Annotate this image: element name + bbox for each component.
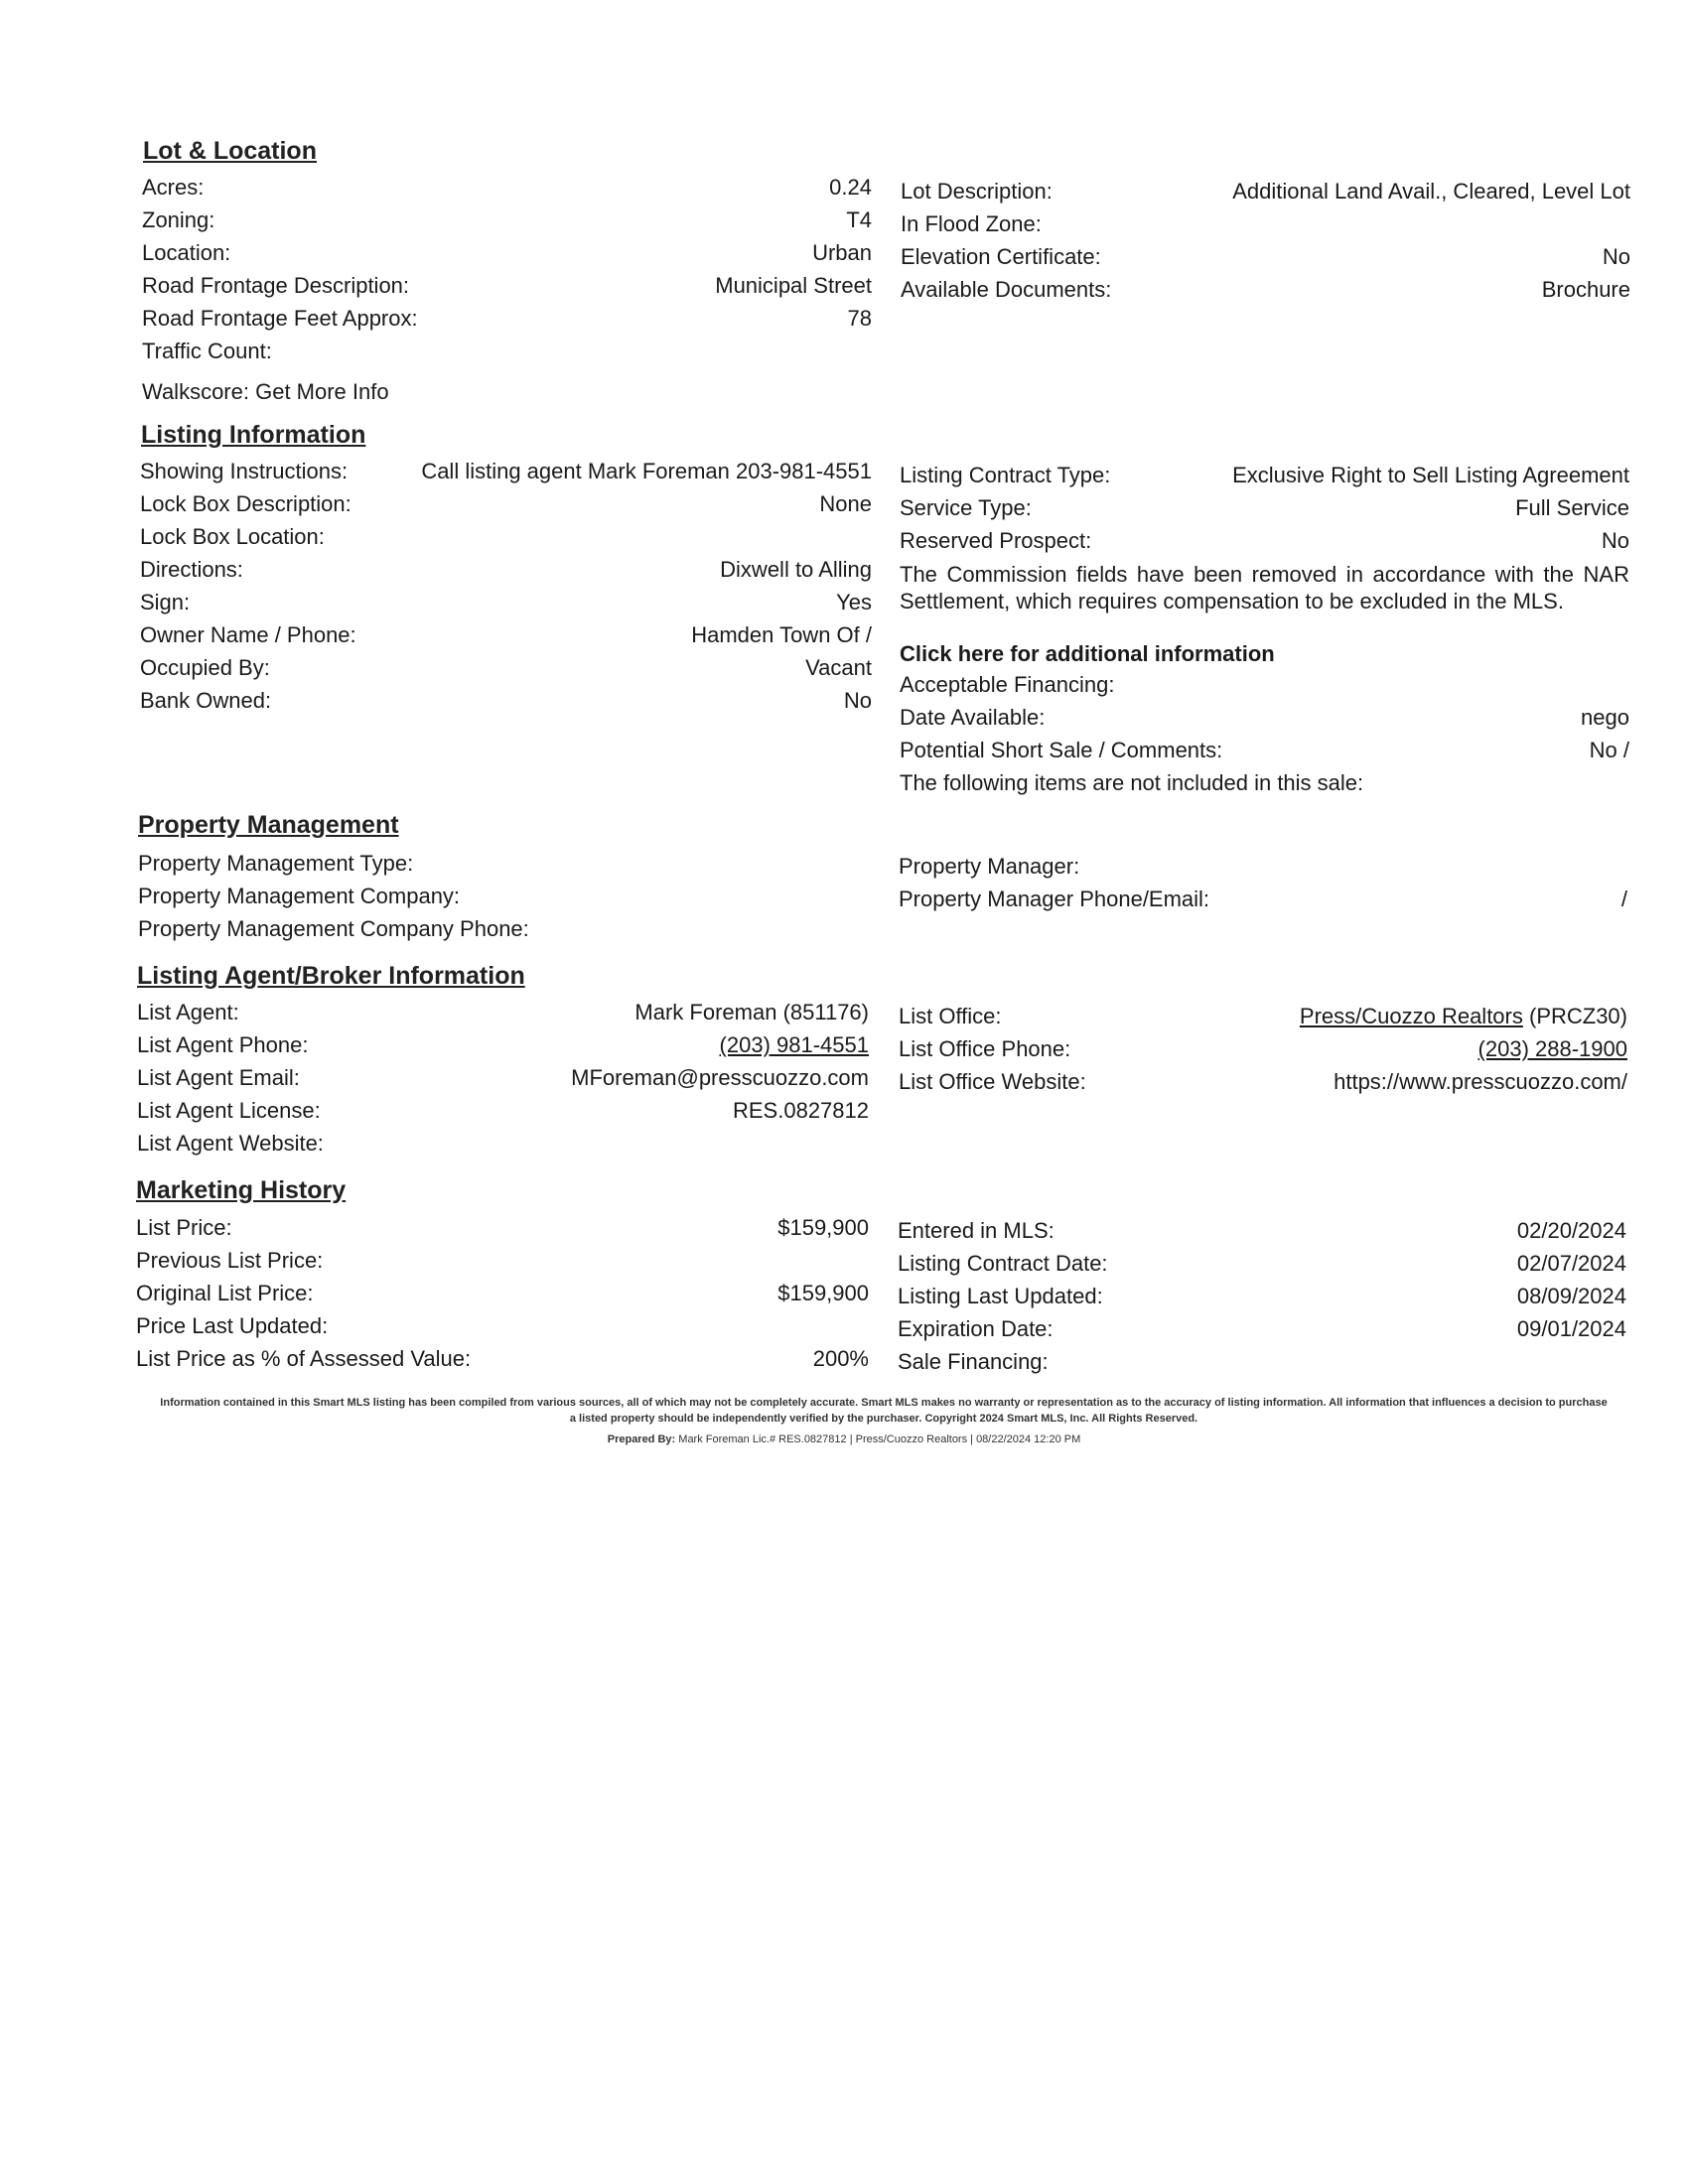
field-list-office-phone: List Office Phone: (203) 288-1900 [899,1036,1627,1061]
field-property-manager-phone-email: Property Manager Phone/Email: / [899,887,1627,911]
walkscore-link[interactable]: Walkscore: Get More Info [142,379,389,404]
field-listing-contract-type: Listing Contract Type: Exclusive Right to Sell Listing Agreement [900,463,1629,487]
list-office-website-link[interactable]: https://www.presscuozzo.com/ [1334,1069,1627,1094]
field-location: Location: Urban [142,240,872,265]
field-list-price: List Price: $159,900 [136,1215,869,1240]
field-price-last-updated: Price Last Updated: [136,1313,329,1338]
field-list-agent: List Agent: Mark Foreman (851176) [137,1000,869,1024]
field-list-agent-license: List Agent License: RES.0827812 [137,1098,869,1123]
field-property-management-type: Property Management Type: [138,851,414,876]
list-agent-phone-link[interactable]: (203) 981-4551 [719,1032,869,1057]
field-owner-name-phone: Owner Name / Phone: Hamden Town Of / [140,622,872,647]
field-available-documents: Available Documents: Brochure [901,277,1630,302]
field-occupied-by: Occupied By: Vacant [140,655,872,680]
field-property-management-company-phone: Property Management Company Phone: [138,916,529,941]
field-previous-list-price: Previous List Price: [136,1248,324,1273]
field-in-flood-zone: In Flood Zone: [901,211,1042,236]
field-lock-box-location: Lock Box Location: [140,524,325,549]
field-property-manager: Property Manager: [899,854,1080,879]
field-traffic-count: Traffic Count: [142,339,272,363]
agent-broker-title: Listing Agent/Broker Information [137,962,525,990]
field-road-frontage-description: Road Frontage Description: Municipal Street [142,273,872,298]
field-road-frontage-feet: Road Frontage Feet Approx: 78 [142,306,872,331]
field-expiration-date: Expiration Date: 09/01/2024 [898,1316,1626,1341]
property-management-title: Property Management [138,811,399,839]
click-here-link[interactable]: Click here for additional information [900,641,1275,666]
field-listing-contract-date: Listing Contract Date: 02/07/2024 [898,1251,1626,1276]
field-list-office-website: List Office Website: https://www.presscuozzo.com/ [899,1069,1627,1094]
field-reserved-prospect: Reserved Prospect: No [900,528,1629,553]
field-acres: Acres: 0.24 [142,175,872,200]
field-potential-short-sale: Potential Short Sale / Comments: No / [900,738,1629,762]
prepared-by-label: Prepared By: [607,1433,676,1445]
field-original-list-price: Original List Price: $159,900 [136,1281,869,1305]
field-listing-last-updated: Listing Last Updated: 08/09/2024 [898,1284,1626,1308]
lot-location-title: Lot & Location [143,137,317,165]
field-lock-box-description: Lock Box Description: None [140,491,872,516]
field-sale-financing: Sale Financing: [898,1349,1049,1374]
prepared-by [0,1433,1688,1445]
field-service-type: Service Type: Full Service [900,495,1629,520]
not-included-note: The following items are not included in this sale: [900,770,1364,795]
field-date-available: Date Available: nego [900,705,1629,730]
marketing-history-title: Marketing History [136,1176,347,1204]
field-list-agent-website: List Agent Website: [137,1131,324,1156]
field-acceptable-financing: Acceptable Financing: [900,672,1115,697]
prepared-by-text: Mark Foreman Lic.# RES.0827812 | Press/Cuozzo Realtors | 08/22/2024 12:20 PM [678,1433,1081,1445]
commission-note: The Commission fields have been removed in accordance with the NAR Settlement, which requires compensation to be excluded in the MLS. [900,562,1629,614]
field-directions: Directions: Dixwell to Alling [140,557,872,582]
field-lot-description: Lot Description: Additional Land Avail., Cleared, Level Lot [901,179,1630,204]
field-property-management-company: Property Management Company: [138,884,461,908]
field-list-price-pct-assessed: List Price as % of Assessed Value: 200% [136,1346,869,1371]
field-bank-owned: Bank Owned: No [140,688,872,713]
list-office-phone-link[interactable]: (203) 288-1900 [1477,1036,1627,1061]
field-list-office: List Office: Press/Cuozzo Realtors (PRCZ30) [899,1004,1627,1028]
listing-information-title: Listing Information [141,421,366,449]
field-entered-in-mls: Entered in MLS: 02/20/2024 [898,1218,1626,1243]
field-list-agent-phone: List Agent Phone: (203) 981-4551 [137,1032,869,1057]
field-zoning: Zoning: T4 [142,207,872,232]
field-elevation-certificate: Elevation Certificate: No [901,244,1630,269]
field-sign: Sign: Yes [140,590,872,614]
list-agent-email-link[interactable]: MForeman@presscuozzo.com [571,1065,869,1090]
disclaimer: Information contained in this Smart MLS listing has been compiled from various sources, all of which may not be completely accurate. Smart MLS makes no warranty or representation as to the accuracy of listing information. All information that influences a decision to purchase a listed property should be independently verified by the purchaser. Copyright 2024 Smart MLS, Inc. All Rights Reserved. [160,1397,1608,1425]
list-office-link[interactable]: Press/Cuozzo Realtors [1299,1004,1523,1028]
field-list-agent-email: List Agent Email: MForeman@presscuozzo.com [137,1065,869,1090]
field-showing-instructions: Showing Instructions: Call listing agent Mark Foreman 203-981-4551 [140,459,872,483]
